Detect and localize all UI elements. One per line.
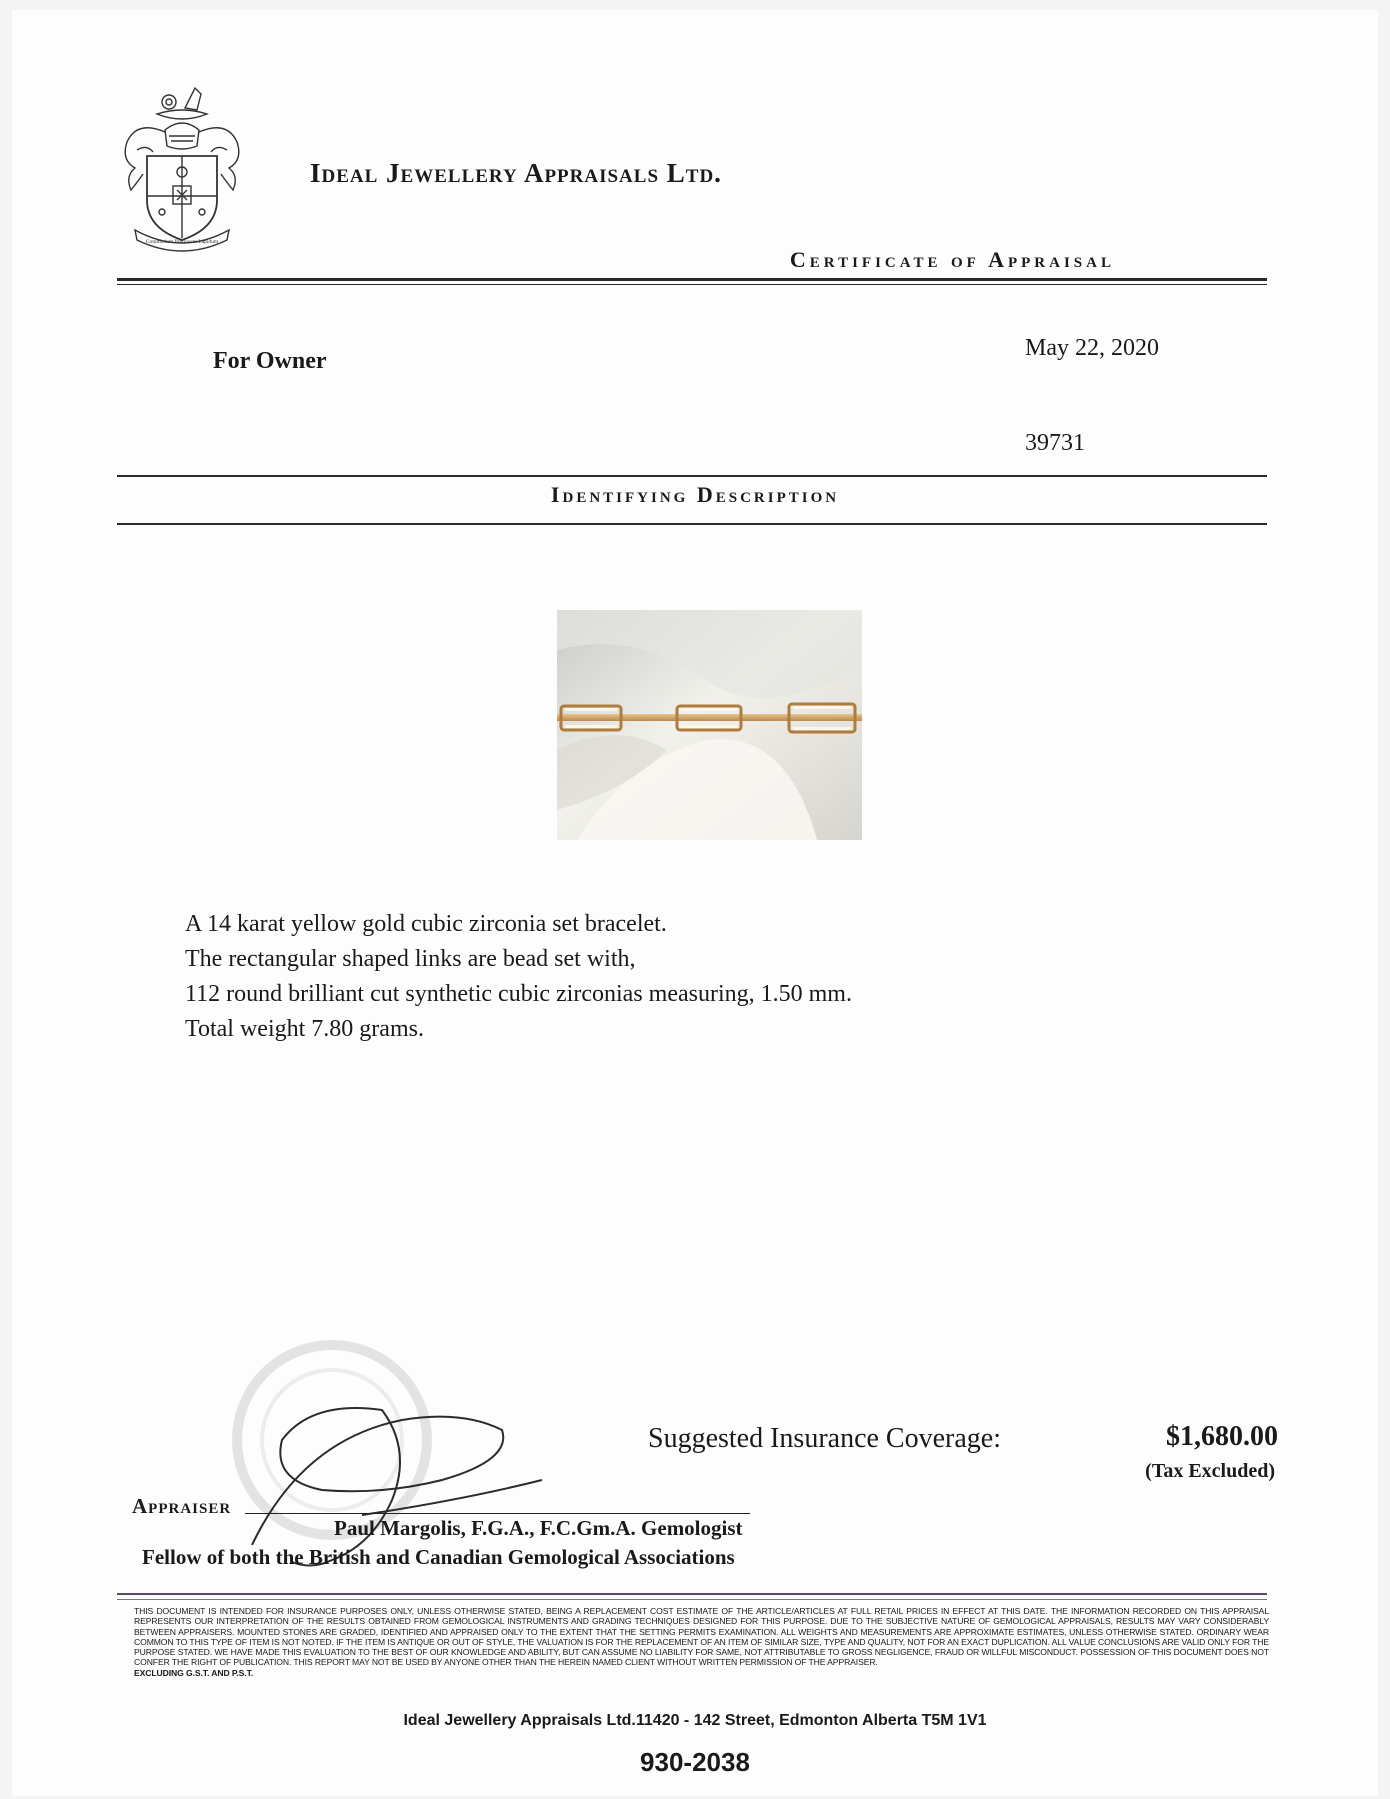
section-rule-top xyxy=(117,475,1267,477)
company-name: Ideal Jewellery Appraisals Ltd. xyxy=(310,158,722,188)
description-line: 112 round brilliant cut synthetic cubic zirconias measuring, 1.50 mm. xyxy=(185,981,852,1007)
section-rule-bottom xyxy=(117,523,1267,525)
disclaimer-text: THIS DOCUMENT IS INTENDED FOR INSURANCE PURPOSES ONLY, UNLESS OTHERWISE STATED, BEING A REPLACEMENT COST ESTIMATE OF THE ARTICLE/ARTICLES AT FULL RETAIL PRICES IN EFFECT AT THIS DATE. THE INFORMATION RECORDED ON THIS APPRAISAL REPRESENTS OUR INTERPRETATION OF THE RESULTS OBTAINED FROM GEMOLOGICAL INSTRUMENTS AND GRADING TECHNIQUES DESIGNED FOR THIS PURPOSE. DUE TO THE SUBJECTIVE NATURE OF GEMOLOGICAL APPRAISALS, RESULTS MAY VARY CONSIDERABLY BETWEEN APPRAISERS. MOUNTED STONES ARE GRADED, IDENTIFIED AND APPRAISED ONLY TO THE EXTENT THAT THE SETTING PERMITS EXAMINATION. ALL WEIGHTS AND MEASUREMENTS ARE APPROXIMATE ESTIMATES, UNLESS OTHERWISE STATED. ORDINARY WEAR COMMON TO THIS TYPE OF ITEM IS NOT NOTED. IF THE ITEM IS ANTIQUE OR OUT OF STYLE, THE VALUATION IS FOR THE REPLACEMENT OF AN ITEM OF SIMILAR SIZE, TYPE AND QUALITY, NOT FOR AN EXACT DUPLICATION. ALL VALUE CONCLUSIONS ARE VALID ONLY FOR THE PURPOSE STATED. WE HAVE MADE THIS EVALUATION TO THE BEST OF OUR KNOWLEDGE AND ABILITY, BUT CAN ASSUME NO LIABILITY FOR SAME, NOT ATTRIBUTABLE TO GROSS NEGLIGENCE, FRAUD OR WILLFUL MISCONDUCT. POSSESSION OF THIS DOCUMENT DOES NOT CONFER THE RIGHT OF PUBLICATION. THIS REPORT MAY NOT BE USED BY ANYONE OTHER THAN THE HEREIN NAMED CLIENT WITHOUT WRITTEN PERMISSION OF THE APPRAISER. xyxy=(134,1606,1269,1668)
appraiser-name: Paul Margolis, F.G.A., F.C.Gm.A. Gemologist xyxy=(334,1516,743,1540)
bracelet-photo xyxy=(557,610,862,840)
footer-rule xyxy=(117,1593,1267,1595)
disclaimer xyxy=(134,1606,1269,1678)
owner-label: For Owner xyxy=(213,348,327,374)
company-phone: 930-2038 xyxy=(640,1747,750,1777)
footer-rule-thin xyxy=(117,1599,1267,1600)
section-title: Identifying Description xyxy=(550,482,840,507)
description-line: A 14 karat yellow gold cubic zirconia set bracelet. xyxy=(185,911,667,937)
tax-note: (Tax Excluded) xyxy=(1145,1460,1275,1482)
coat-of-arms-logo xyxy=(117,80,247,252)
appraiser-label: Appraiser xyxy=(132,1494,232,1518)
header-rule xyxy=(117,278,1267,281)
tax-exclusion: EXCLUDING G.S.T. AND P.S.T. xyxy=(134,1667,254,1678)
description-line: Total weight 7.80 grams. xyxy=(185,1016,424,1042)
insurance-coverage-value: $1,680.00 xyxy=(1166,1421,1278,1452)
document-title: Certificate of Appraisal xyxy=(789,247,1115,272)
header-rule-thin xyxy=(117,284,1267,285)
logo-motto: Commodum Pretiosum Lapidum xyxy=(145,239,219,245)
appraisal-date: May 22, 2020 xyxy=(1025,335,1159,361)
appraisal-certificate xyxy=(12,10,1378,1796)
insurance-coverage-label: Suggested Insurance Coverage: xyxy=(648,1423,1001,1454)
company-address: Ideal Jewellery Appraisals Ltd.11420 - 142 Street, Edmonton Alberta T5M 1V1 xyxy=(403,1712,987,1729)
description-line: The rectangular shaped links are bead set with, xyxy=(185,946,636,972)
appraiser-credentials: Fellow of both the British and Canadian Gemological Associations xyxy=(142,1545,735,1569)
item-description xyxy=(185,907,852,1047)
signature-line xyxy=(245,1513,750,1514)
appraisal-number: 39731 xyxy=(1025,430,1085,456)
